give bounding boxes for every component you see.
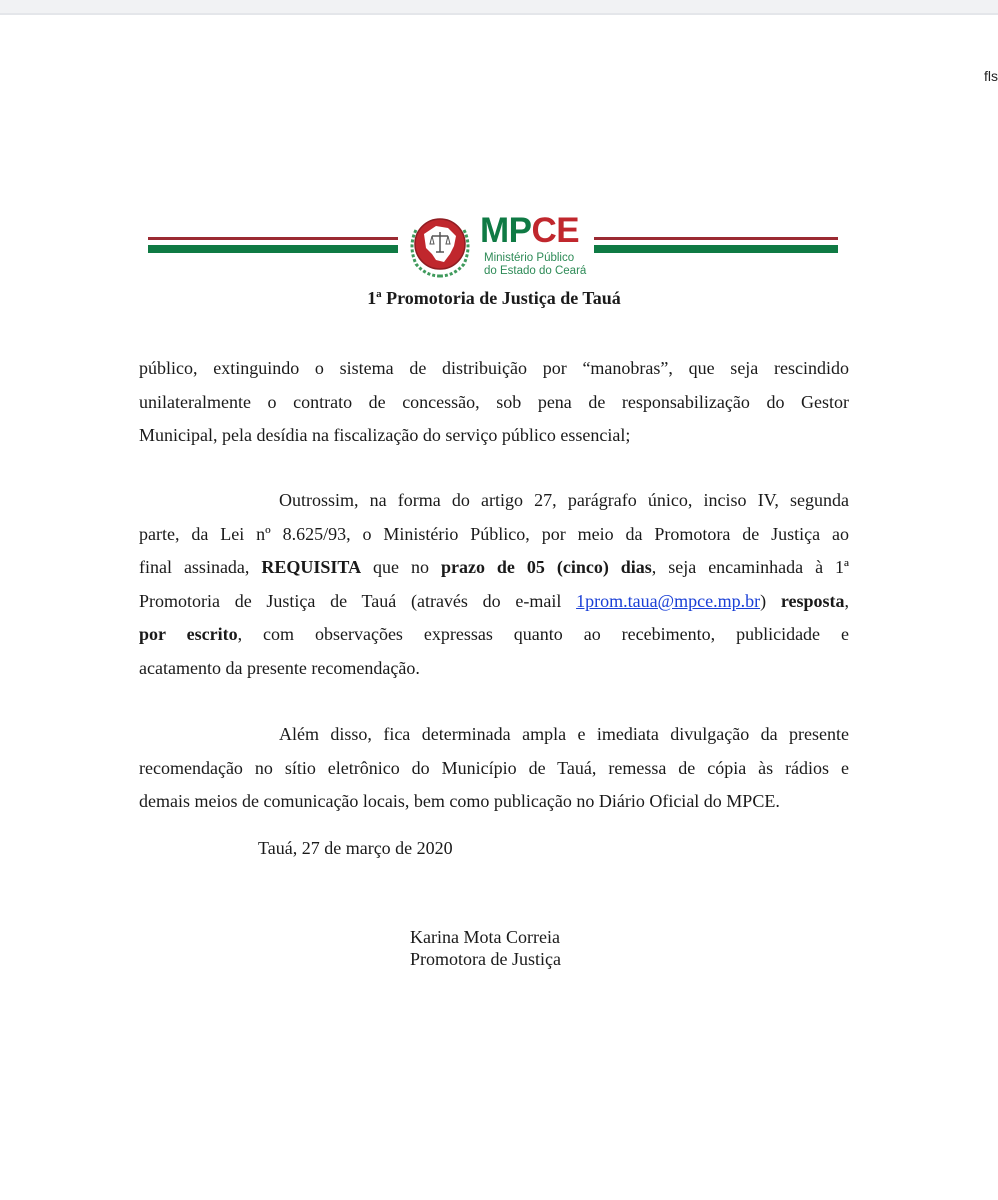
signature-block	[410, 926, 561, 970]
header-red-stripe	[594, 237, 838, 240]
paragraph-line	[139, 618, 849, 652]
paragraph-line: acatamento da presente recomendação.	[139, 657, 420, 678]
mpce-emblem-icon	[406, 212, 474, 280]
text-run: , seja encaminhada à 1ª	[651, 557, 850, 578]
signer-name: Karina Mota Correia	[410, 927, 560, 947]
paragraph-line: Outrossim, na forma do artigo 27, parágrafo único, inciso IV, segunda	[279, 490, 849, 510]
text-run: que no	[361, 557, 441, 578]
text-run: ,	[844, 590, 849, 611]
header-green-stripe	[148, 245, 398, 253]
email-link[interactable]: 1prom.taua@mpce.mp.br	[576, 590, 761, 611]
paragraph-line: Além disso, fica determinada ampla e imediata divulgação da presente	[279, 724, 849, 744]
viewer-top-bar	[0, 0, 998, 15]
text-run: )	[760, 590, 781, 611]
paragraph-line	[139, 585, 849, 619]
logo-subtitle-1: Ministério Público	[484, 252, 575, 264]
paragraph-1	[139, 352, 849, 453]
document-date: Tauá, 27 de março de 2020	[258, 838, 453, 858]
text-run: Promotoria de Justiça de Tauá (através do e-mail	[139, 590, 577, 611]
header-red-stripe	[148, 237, 398, 240]
paragraph-2	[139, 484, 849, 686]
paragraph-line: recomendação no sítio eletrônico do Município de Tauá, remessa de cópia às rádios e	[139, 757, 849, 778]
text-run: , com observações expressas quanto ao recebimento, publicidade e	[237, 624, 849, 645]
logo-subtitle-2: do Estado do Ceará	[484, 265, 587, 277]
paragraph-line: unilateralmente o contrato de concessão, sob pena de responsabilização do Gestor	[139, 391, 849, 412]
paragraph-line: público, extinguindo o sistema de distribuição por “manobras”, que seja rescindido	[139, 358, 849, 378]
paragraph-line	[139, 551, 849, 585]
signer-role: Promotora de Justiça	[410, 949, 561, 969]
paragraph-line: parte, da Lei nº 8.625/93, o Ministério Público, por meio da Promotora de Justiça ao	[139, 523, 849, 544]
resposta-emphasis: resposta	[780, 590, 845, 611]
logo-title-ce: CE	[531, 211, 580, 250]
logo-title	[480, 212, 579, 250]
office-title: 1ª Promotoria de Justiça de Tauá	[367, 288, 621, 308]
por-escrito-emphasis: por escrito	[139, 624, 238, 645]
logo-title-mp: MP	[480, 211, 532, 250]
requisita-emphasis: REQUISITA	[261, 557, 362, 578]
deadline-emphasis: prazo de 05 (cinco) dias	[440, 557, 652, 578]
text-run: final assinada,	[139, 557, 262, 578]
paragraph-3	[139, 718, 849, 819]
mpce-logo	[406, 212, 596, 280]
paragraph-line: Municipal, pela desídia na fiscalização do serviço público essencial;	[139, 425, 631, 446]
paragraph-line: demais meios de comunicação locais, bem como publicação no Diário Oficial do MPCE.	[139, 791, 780, 812]
header-green-stripe	[594, 245, 838, 253]
page-marker: fls	[984, 68, 998, 84]
